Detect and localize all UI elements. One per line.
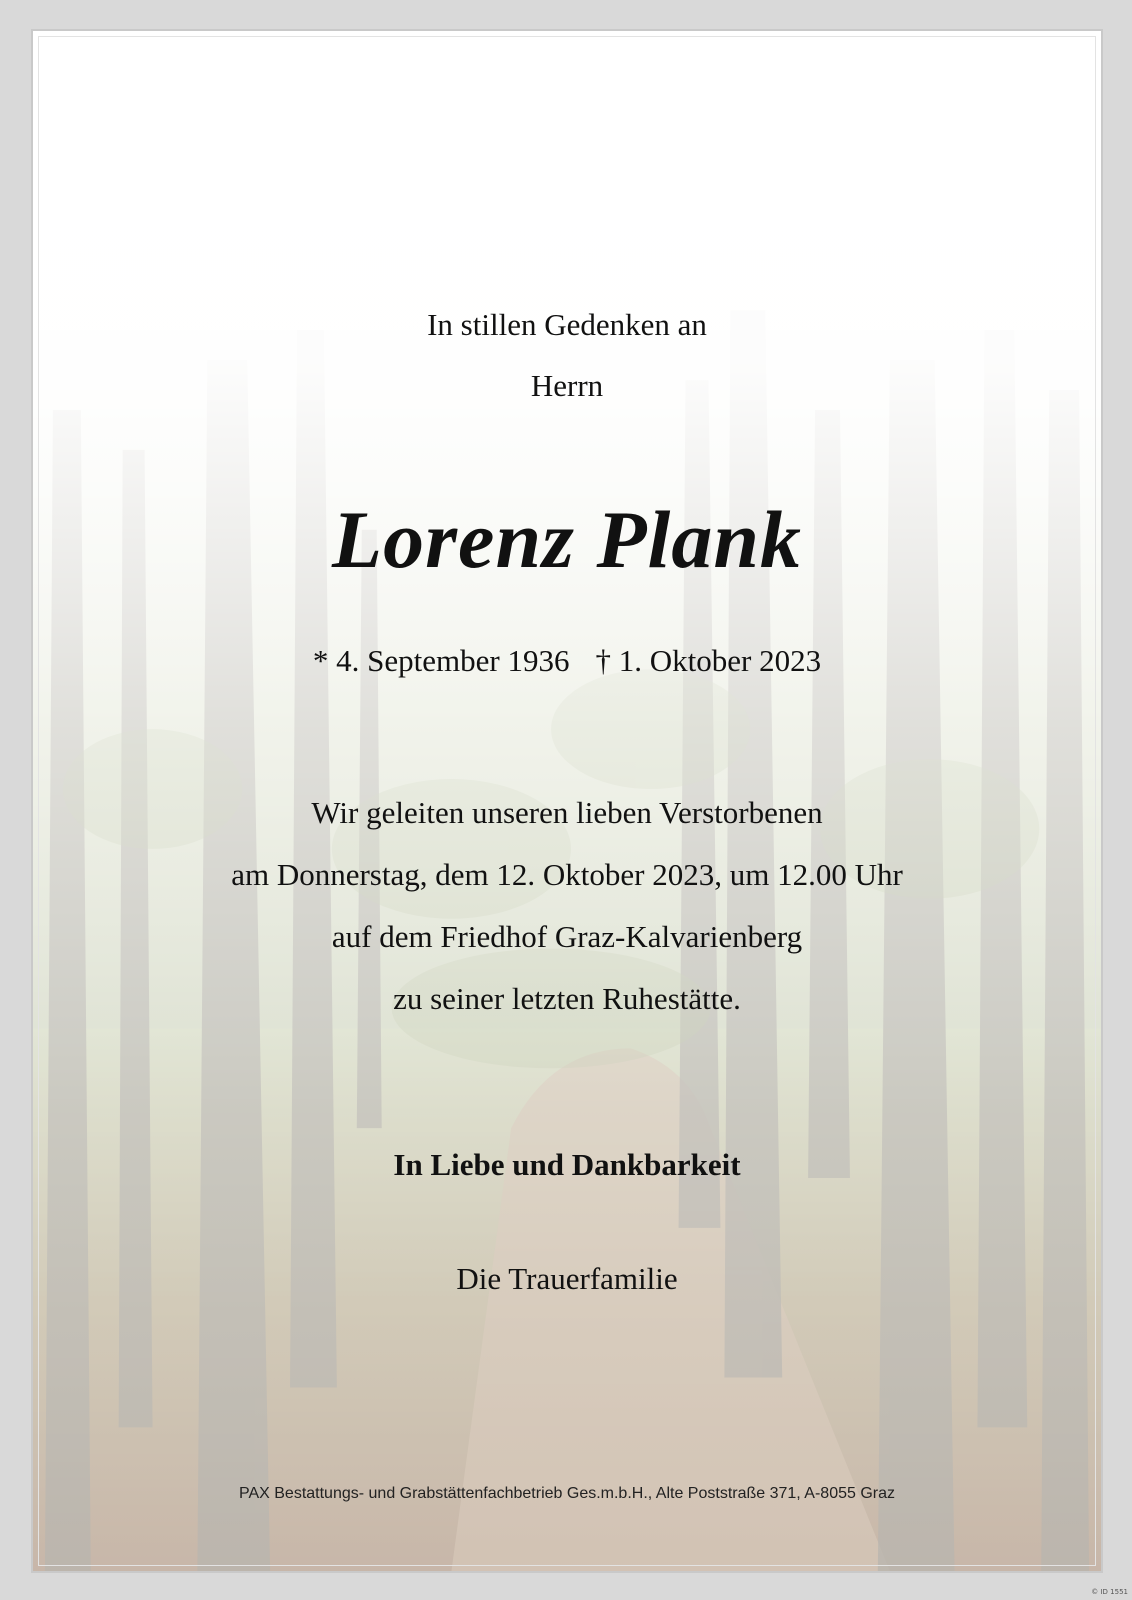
closing-text: In Liebe und Dankbarkeit bbox=[393, 1147, 741, 1182]
intro-text: In stillen Gedenken an bbox=[427, 307, 707, 342]
message-line: am Donnerstag, dem 12. Oktober 2023, um 12.00 Uhr bbox=[231, 857, 903, 892]
deceased-name: Lorenz Plank bbox=[332, 494, 802, 585]
death-date: † 1. Oktober 2023 bbox=[595, 643, 822, 678]
funeral-home-footer: PAX Bestattungs- und Grabstättenfachbetrieb Ges.m.b.H., Alte Poststraße 371, A-8055 Graz bbox=[238, 1485, 896, 1502]
life-dates bbox=[33, 643, 1101, 679]
birth-date: * 4. September 1936 bbox=[312, 643, 570, 678]
copyright-mark: © ID 1551 bbox=[1091, 1588, 1128, 1596]
salutation: Herrn bbox=[530, 368, 604, 403]
signature-text: Die Trauerfamilie bbox=[456, 1261, 678, 1296]
message-line: Wir geleiten unseren lieben Verstorbenen bbox=[311, 795, 823, 830]
message-line: auf dem Friedhof Graz-Kalvarienberg bbox=[331, 919, 803, 954]
obituary-text bbox=[33, 31, 1101, 1571]
message-line: zu seiner letzten Ruhestätte. bbox=[393, 981, 741, 1016]
obituary-card bbox=[31, 29, 1103, 1573]
